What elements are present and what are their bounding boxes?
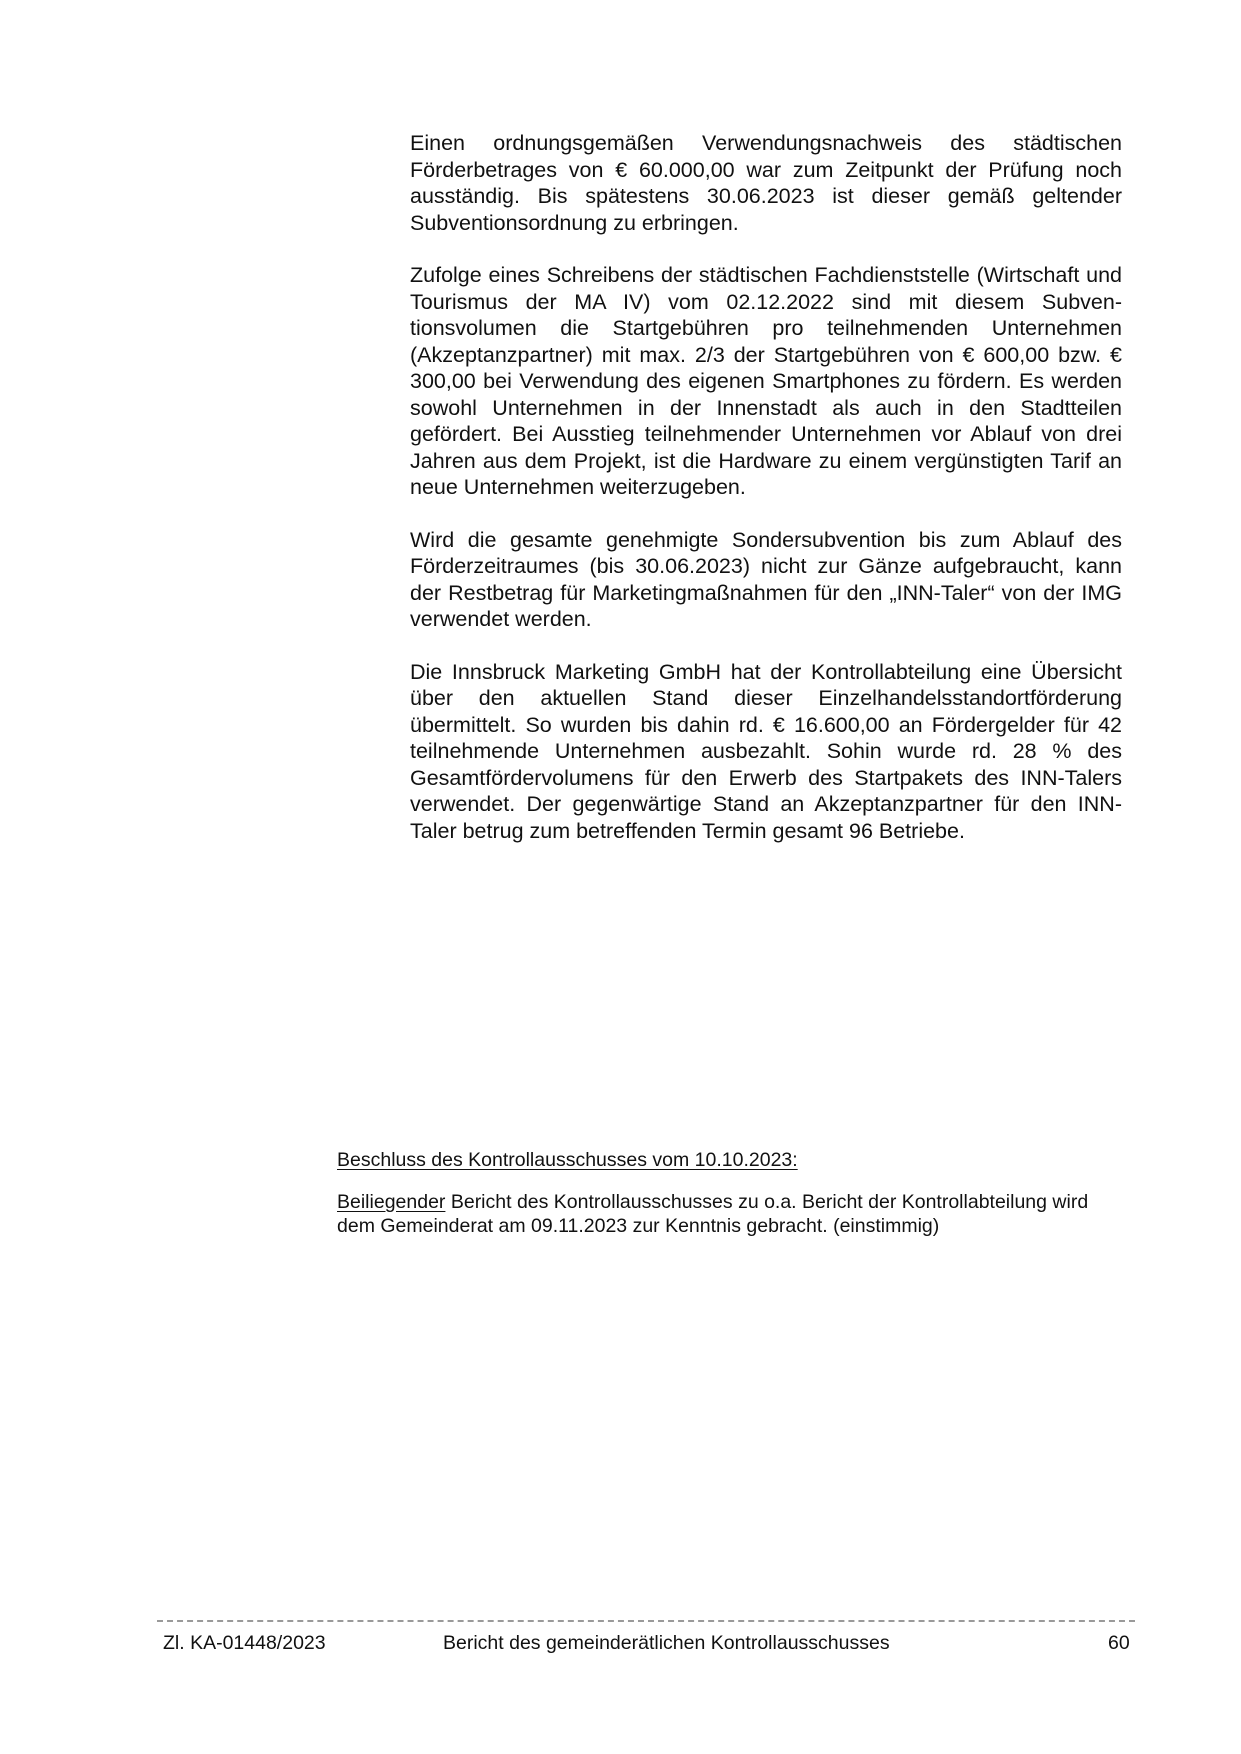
paragraph-innsbruck-marketing: Die Innsbruck Marketing GmbH hat der Kontrollabteilung eine Übersicht über den aktuellen Stand dieser Einzelhandelsstandortförderung übermittelt. So wurden bis dahin rd. € 16.600,00 an Fördergelder für 42 teilnehmende Unternehmen ausbezahlt. Sohin wurde rd. 28 % des Gesamtfördervolumens für den Erwerb des Startpakets des INN-Talers verwendet. Der gegenwärtige Stand an Akzeptanzpartner für den INN-Taler betrug zum betreffenden Termin gesamt 96 Betriebe. bbox=[410, 659, 1122, 843]
resolution-heading: Beschluss des Kontrollausschusses vom 10.10.2023: bbox=[337, 1149, 798, 1171]
paragraph-fachdienststelle: Zufolge eines Schreibens der städtischen Fachdienststelle (Wirtschaft und Tourismus der MA IV) vom 02.12.2022 sind mit diesem Subventionsvolumen die Startgebühren pro teilnehmenden Unternehmen (Akzeptanzpartner) mit max. 2/3 der Startgebühren von € 600,00 bzw. € 300,00 bei Verwendung des eigenen Smartphones zu fördern. Es werden sowohl Unternehmen in der Innenstadt als auch in den Stadtteilen gefördert. Bei Ausstieg teilnehmender Unternehmen vor Ablauf von drei Jahren aus dem Projekt, ist die Hardware zu einem vergünstigten Tarif an neue Unternehmen weiterzugeben. bbox=[410, 263, 1122, 499]
main-body-text bbox=[410, 130, 1122, 870]
footer-reference: Zl. KA-01448/2023 bbox=[163, 1632, 326, 1654]
page-number: 60 bbox=[1108, 1632, 1130, 1654]
footer-title: Bericht des gemeinderätlichen Kontrollausschusses bbox=[443, 1632, 890, 1654]
resolution-text bbox=[337, 1190, 1127, 1238]
resolution-section bbox=[337, 1148, 1127, 1238]
footer-divider bbox=[157, 1620, 1135, 1622]
resolution-underlined-word: Beiliegender bbox=[337, 1191, 446, 1213]
paragraph-verwendungsnachweis: Einen ordnungsgemäßen Verwendungsnachweis des städtischen Förderbetrages von € 60.000,00 war zum Zeitpunkt der Prüfung noch ausständig. Bis spätestens 30.06.2023 ist dieser gemäß geltender Subventionsordnung zu erbringen. bbox=[410, 131, 1122, 235]
paragraph-sondersubvention: Wird die gesamte genehmigte Sondersubvention bis zum Ablauf des Förderzeitraumes (bis 30.06.2023) nicht zur Gänze aufgebraucht, kann der Restbetrag für Marketingmaßnahmen für den „INN-Taler“ von der IMG verwendet werden. bbox=[410, 527, 1122, 631]
resolution-body: Bericht des Kontrollausschusses zu o.a. Bericht der Kontrollabteilung wird dem Gemeinderat am 09.11.2023 zur Kenntnis gebracht. (einstimmig) bbox=[337, 1191, 1089, 1237]
